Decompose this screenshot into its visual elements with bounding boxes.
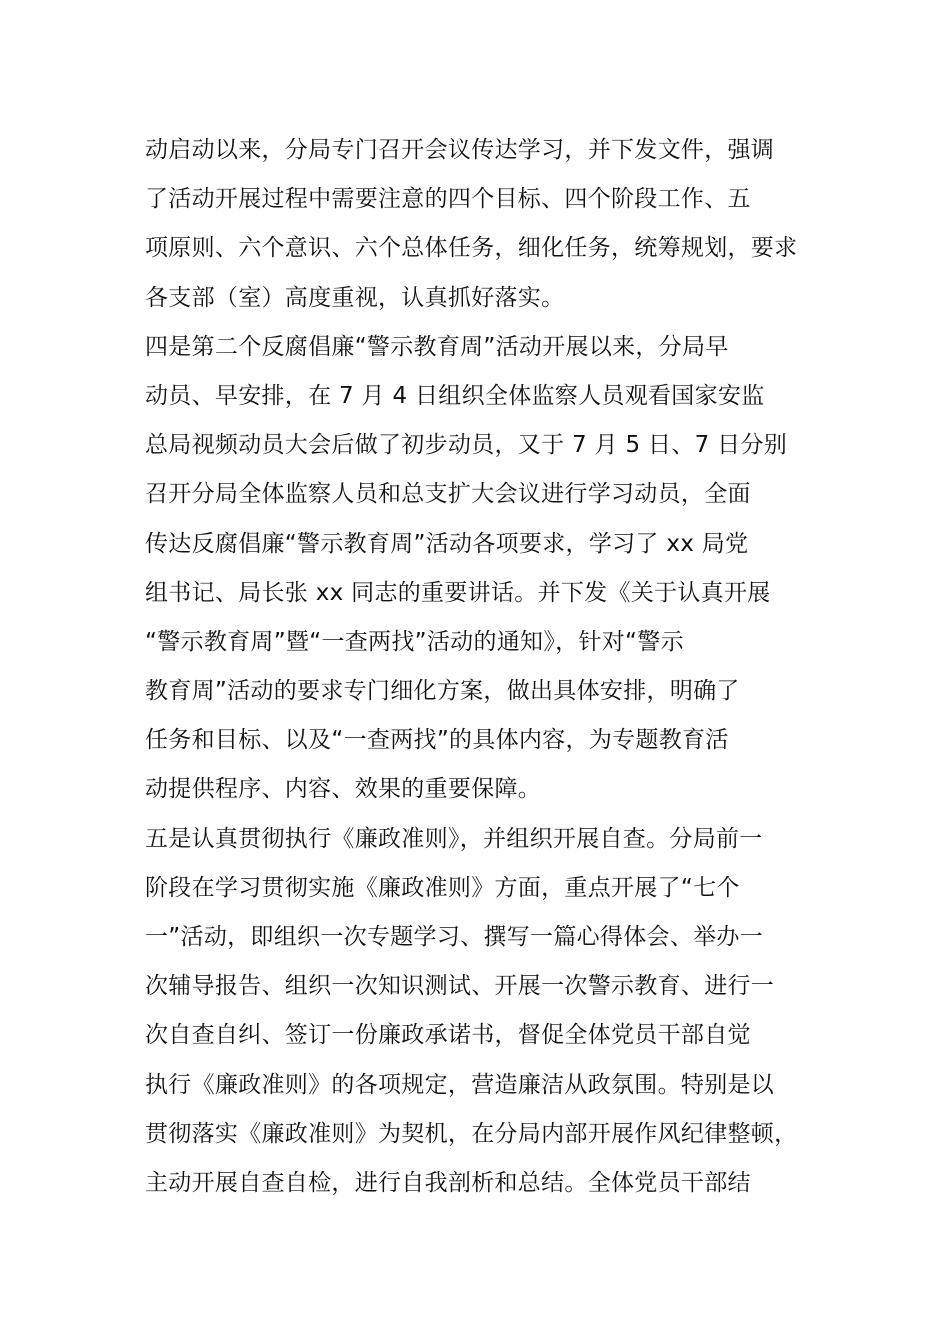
text-line: 次自查自纠、签订一份廉政承诺书，督促全体党员干部自觉 (145, 1022, 751, 1049)
text-line: 召开分局全体监察人员和总支扩大会议进行学习动员，全面 (145, 481, 751, 508)
text-line: 组书记、局长张 xx 同志的重要讲话。并下发《关于认真开展 (145, 579, 771, 606)
text-line: 任务和目标、以及“一查两找”的具体内容，为专题教育活 (145, 727, 729, 754)
body-text (145, 126, 835, 1208)
text-line: 贯彻落实《廉政准则》为契机，在分局内部开展作风纪律整顿， (145, 1120, 798, 1147)
text-line: 了活动开展过程中需要注意的四个目标、四个阶段工作、五 (145, 186, 751, 213)
text-line: 五是认真贯彻执行《廉政准则》，并组织开展自查。分局前一 (145, 825, 763, 852)
text-line: 阶段在学习贯彻实施《廉政准则》方面，重点开展了“七个 (145, 874, 740, 901)
text-line: 动提供程序、内容、效果的重要保障。 (145, 776, 542, 803)
text-line: 总局视频动员大会后做了初步动员，又于 7 月 5 日、7 日分别 (145, 432, 788, 459)
text-line: 执行《廉政准则》的各项规定，营造廉洁从政氛围。特别是以 (145, 1071, 775, 1098)
text-line: 主动开展自查自检，进行自我剖析和总结。全体党员干部结 (145, 1169, 751, 1196)
text-line: 四是第二个反腐倡廉“警示教育周”活动开展以来，分局早 (145, 333, 729, 360)
text-line: 动员、早安排，在 7 月 4 日组织全体监察人员观看国家安监 (145, 382, 765, 409)
text-line: 教育周”活动的要求专门细化方案，做出具体安排，明确了 (145, 678, 740, 705)
text-line: 传达反腐倡廉“警示教育周”活动各项要求，学习了 xx 局党 (145, 530, 749, 557)
text-line: “警示教育周”暨“一查两找”活动的通知》，针对“警示 (145, 628, 684, 655)
text-line: 一”活动，即组织一次专题学习、撰写一篇心得体会、举办一 (145, 924, 764, 950)
text-line: 各支部（室）高度重视，认真抓好落实。 (145, 284, 565, 311)
text-line: 次辅导报告、组织一次知识测试、开展一次警示教育、进行一 (145, 973, 775, 1000)
text-line: 动启动以来，分局专门召开会议传达学习，并下发文件，强调 (145, 137, 775, 163)
text-line: 项原则、六个意识、六个总体任务，细化任务，统筹规划，要求 (145, 235, 798, 262)
